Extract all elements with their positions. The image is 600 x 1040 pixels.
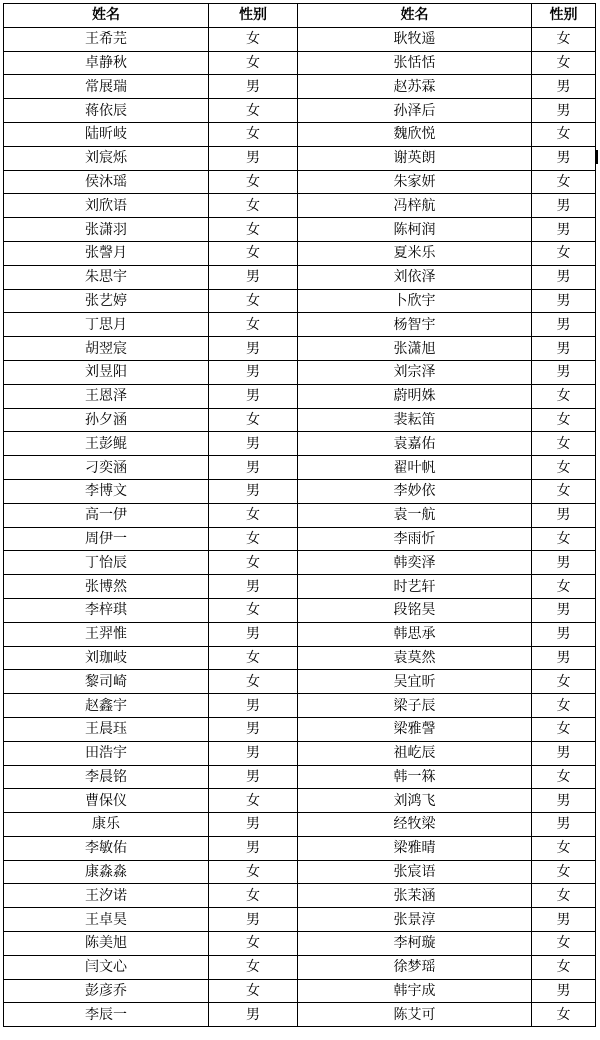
name-left-cell: 张博然 bbox=[4, 575, 209, 599]
name-right-cell: 冯梓航 bbox=[298, 194, 532, 218]
name-right-cell: 张茉涵 bbox=[298, 884, 532, 908]
table-row bbox=[4, 194, 596, 218]
gender-right-cell: 女 bbox=[532, 1003, 596, 1027]
name-left-cell: 朱思宇 bbox=[4, 265, 209, 289]
gender-left-cell: 女 bbox=[209, 551, 298, 575]
gender-right-cell: 女 bbox=[532, 932, 596, 956]
gender-left-cell: 男 bbox=[209, 765, 298, 789]
name-left-cell: 常展瑞 bbox=[4, 75, 209, 99]
name-left-cell: 丁思月 bbox=[4, 313, 209, 337]
name-right-cell: 李雨忻 bbox=[298, 527, 532, 551]
name-right-cell: 梁子辰 bbox=[298, 694, 532, 718]
gender-right-cell: 男 bbox=[532, 360, 596, 384]
name-right-cell: 张恬恬 bbox=[298, 51, 532, 75]
gender-left-cell: 男 bbox=[209, 1003, 298, 1027]
gender-right-cell: 女 bbox=[532, 384, 596, 408]
gender-left-cell: 女 bbox=[209, 51, 298, 75]
gender-left-cell: 男 bbox=[209, 717, 298, 741]
gender-left-cell: 男 bbox=[209, 360, 298, 384]
name-right-cell: 祖屹辰 bbox=[298, 741, 532, 765]
gender-left-cell: 女 bbox=[209, 27, 298, 51]
gender-right-cell: 男 bbox=[532, 75, 596, 99]
gender-left-cell: 男 bbox=[209, 265, 298, 289]
gender-left-cell: 女 bbox=[209, 955, 298, 979]
name-left-cell: 康淼淼 bbox=[4, 860, 209, 884]
name-left-cell: 刁奕涵 bbox=[4, 456, 209, 480]
gender-right-cell: 女 bbox=[532, 479, 596, 503]
gender-right-cell: 女 bbox=[532, 836, 596, 860]
gender-left-cell: 女 bbox=[209, 646, 298, 670]
table-row bbox=[4, 670, 596, 694]
table-row bbox=[4, 51, 596, 75]
gender-right-cell: 女 bbox=[532, 575, 596, 599]
header-name-right: 姓名 bbox=[298, 4, 532, 28]
name-left-cell: 王卓昊 bbox=[4, 908, 209, 932]
name-right-cell: 张景淳 bbox=[298, 908, 532, 932]
name-right-cell: 卜欣宇 bbox=[298, 289, 532, 313]
gender-left-cell: 男 bbox=[209, 908, 298, 932]
name-right-cell: 经牧梁 bbox=[298, 813, 532, 837]
table-row bbox=[4, 717, 596, 741]
table-row bbox=[4, 860, 596, 884]
name-right-cell: 裴耘笛 bbox=[298, 408, 532, 432]
table-row bbox=[4, 908, 596, 932]
gender-left-cell: 男 bbox=[209, 479, 298, 503]
gender-left-cell: 女 bbox=[209, 99, 298, 123]
name-right-cell: 赵苏霖 bbox=[298, 75, 532, 99]
name-right-cell: 梁雅晴 bbox=[298, 836, 532, 860]
name-left-cell: 卓静秋 bbox=[4, 51, 209, 75]
name-right-cell: 袁莫然 bbox=[298, 646, 532, 670]
table-row bbox=[4, 503, 596, 527]
name-right-cell: 徐梦瑶 bbox=[298, 955, 532, 979]
table-row bbox=[4, 27, 596, 51]
name-left-cell: 曹保仪 bbox=[4, 789, 209, 813]
gender-right-cell: 女 bbox=[532, 456, 596, 480]
name-left-cell: 刘珈岐 bbox=[4, 646, 209, 670]
table-row bbox=[4, 265, 596, 289]
table-row bbox=[4, 932, 596, 956]
gender-left-cell: 男 bbox=[209, 146, 298, 170]
gender-right-cell: 男 bbox=[532, 551, 596, 575]
table-row bbox=[4, 527, 596, 551]
gender-right-cell: 男 bbox=[532, 598, 596, 622]
header-name-left: 姓名 bbox=[4, 4, 209, 28]
name-right-cell: 段铭昊 bbox=[298, 598, 532, 622]
header-gender-right: 性别 bbox=[532, 4, 596, 28]
table-row bbox=[4, 789, 596, 813]
gender-right-cell: 男 bbox=[532, 908, 596, 932]
gender-left-cell: 男 bbox=[209, 384, 298, 408]
roster-table bbox=[3, 3, 596, 1027]
gender-right-cell: 男 bbox=[532, 194, 596, 218]
gender-right-cell: 女 bbox=[532, 884, 596, 908]
name-right-cell: 夏米乐 bbox=[298, 241, 532, 265]
name-left-cell: 彭彦乔 bbox=[4, 979, 209, 1003]
name-right-cell: 陈艾可 bbox=[298, 1003, 532, 1027]
table-row bbox=[4, 598, 596, 622]
gender-right-cell: 女 bbox=[532, 670, 596, 694]
name-right-cell: 袁嘉佑 bbox=[298, 432, 532, 456]
name-right-cell: 袁一航 bbox=[298, 503, 532, 527]
table-row bbox=[4, 218, 596, 242]
name-left-cell: 王汐诺 bbox=[4, 884, 209, 908]
table-row bbox=[4, 622, 596, 646]
name-left-cell: 胡翌宸 bbox=[4, 337, 209, 361]
name-left-cell: 高一伊 bbox=[4, 503, 209, 527]
gender-left-cell: 女 bbox=[209, 503, 298, 527]
name-left-cell: 陈美旭 bbox=[4, 932, 209, 956]
name-left-cell: 蒋依辰 bbox=[4, 99, 209, 123]
gender-left-cell: 男 bbox=[209, 741, 298, 765]
name-right-cell: 刘宗泽 bbox=[298, 360, 532, 384]
name-right-cell: 朱家妍 bbox=[298, 170, 532, 194]
name-right-cell: 李柯璇 bbox=[298, 932, 532, 956]
gender-right-cell: 男 bbox=[532, 622, 596, 646]
name-right-cell: 刘鸿飞 bbox=[298, 789, 532, 813]
table-row bbox=[4, 384, 596, 408]
name-right-cell: 蔚明姝 bbox=[298, 384, 532, 408]
gender-left-cell: 男 bbox=[209, 456, 298, 480]
name-left-cell: 王希芫 bbox=[4, 27, 209, 51]
table-row bbox=[4, 337, 596, 361]
gender-left-cell: 男 bbox=[209, 575, 298, 599]
gender-left-cell: 男 bbox=[209, 694, 298, 718]
roster-body bbox=[4, 27, 596, 1026]
name-right-cell: 吴宜昕 bbox=[298, 670, 532, 694]
table-row bbox=[4, 122, 596, 146]
name-left-cell: 陆昕岐 bbox=[4, 122, 209, 146]
gender-right-cell: 男 bbox=[532, 813, 596, 837]
header-row bbox=[4, 4, 596, 28]
name-left-cell: 张謦月 bbox=[4, 241, 209, 265]
gender-left-cell: 女 bbox=[209, 789, 298, 813]
gender-right-cell: 男 bbox=[532, 218, 596, 242]
table-row bbox=[4, 979, 596, 1003]
gender-left-cell: 男 bbox=[209, 813, 298, 837]
gender-right-cell: 女 bbox=[532, 122, 596, 146]
table-row bbox=[4, 360, 596, 384]
name-left-cell: 田浩宇 bbox=[4, 741, 209, 765]
table-row bbox=[4, 813, 596, 837]
gender-right-cell: 男 bbox=[532, 646, 596, 670]
name-left-cell: 王晨珏 bbox=[4, 717, 209, 741]
name-left-cell: 周伊一 bbox=[4, 527, 209, 551]
table-row bbox=[4, 646, 596, 670]
name-right-cell: 张潇旭 bbox=[298, 337, 532, 361]
name-left-cell: 刘宸烁 bbox=[4, 146, 209, 170]
gender-right-cell: 男 bbox=[532, 289, 596, 313]
gender-left-cell: 女 bbox=[209, 218, 298, 242]
table-row bbox=[4, 241, 596, 265]
name-right-cell: 耿牧遥 bbox=[298, 27, 532, 51]
name-right-cell: 韩宇成 bbox=[298, 979, 532, 1003]
gender-left-cell: 女 bbox=[209, 194, 298, 218]
name-left-cell: 王恩泽 bbox=[4, 384, 209, 408]
gender-left-cell: 男 bbox=[209, 337, 298, 361]
gender-right-cell: 女 bbox=[532, 51, 596, 75]
gender-left-cell: 女 bbox=[209, 979, 298, 1003]
table-row bbox=[4, 289, 596, 313]
name-left-cell: 黎司崎 bbox=[4, 670, 209, 694]
table-row bbox=[4, 479, 596, 503]
name-left-cell: 李晨铭 bbox=[4, 765, 209, 789]
table-row bbox=[4, 432, 596, 456]
table-row bbox=[4, 170, 596, 194]
gender-right-cell: 男 bbox=[532, 99, 596, 123]
name-left-cell: 孙夕涵 bbox=[4, 408, 209, 432]
gender-left-cell: 男 bbox=[209, 836, 298, 860]
gender-left-cell: 女 bbox=[209, 527, 298, 551]
name-left-cell: 李博文 bbox=[4, 479, 209, 503]
gender-left-cell: 女 bbox=[209, 860, 298, 884]
gender-left-cell: 女 bbox=[209, 884, 298, 908]
table-row bbox=[4, 99, 596, 123]
table-row bbox=[4, 836, 596, 860]
gender-left-cell: 女 bbox=[209, 932, 298, 956]
name-left-cell: 王羿惟 bbox=[4, 622, 209, 646]
table-row bbox=[4, 551, 596, 575]
name-left-cell: 王彭鲲 bbox=[4, 432, 209, 456]
gender-right-cell: 男 bbox=[532, 146, 596, 170]
name-left-cell: 赵鑫宇 bbox=[4, 694, 209, 718]
gender-left-cell: 女 bbox=[209, 670, 298, 694]
gender-left-cell: 女 bbox=[209, 170, 298, 194]
gender-left-cell: 女 bbox=[209, 313, 298, 337]
gender-right-cell: 男 bbox=[532, 265, 596, 289]
table-row bbox=[4, 75, 596, 99]
table-row bbox=[4, 955, 596, 979]
name-left-cell: 刘欣语 bbox=[4, 194, 209, 218]
gender-right-cell: 男 bbox=[532, 979, 596, 1003]
name-left-cell: 侯沐瑶 bbox=[4, 170, 209, 194]
gender-left-cell: 女 bbox=[209, 598, 298, 622]
header-gender-left: 性别 bbox=[209, 4, 298, 28]
gender-right-cell: 男 bbox=[532, 313, 596, 337]
gender-left-cell: 女 bbox=[209, 289, 298, 313]
gender-left-cell: 男 bbox=[209, 622, 298, 646]
name-left-cell: 李辰一 bbox=[4, 1003, 209, 1027]
name-right-cell: 孙泽后 bbox=[298, 99, 532, 123]
name-left-cell: 康乐 bbox=[4, 813, 209, 837]
name-left-cell: 丁怡辰 bbox=[4, 551, 209, 575]
gender-right-cell: 男 bbox=[532, 337, 596, 361]
name-right-cell: 李妙依 bbox=[298, 479, 532, 503]
name-right-cell: 翟叶帆 bbox=[298, 456, 532, 480]
name-right-cell: 张宸语 bbox=[298, 860, 532, 884]
table-row bbox=[4, 408, 596, 432]
name-right-cell: 韩一箖 bbox=[298, 765, 532, 789]
gender-right-cell: 男 bbox=[532, 503, 596, 527]
name-left-cell: 刘昱阳 bbox=[4, 360, 209, 384]
name-left-cell: 张潇羽 bbox=[4, 218, 209, 242]
gender-left-cell: 女 bbox=[209, 241, 298, 265]
name-right-cell: 陈柯润 bbox=[298, 218, 532, 242]
gender-right-cell: 女 bbox=[532, 694, 596, 718]
name-left-cell: 李梓琪 bbox=[4, 598, 209, 622]
roster-sheet bbox=[3, 3, 596, 1027]
gender-right-cell: 女 bbox=[532, 955, 596, 979]
gender-right-cell: 女 bbox=[532, 170, 596, 194]
gender-right-cell: 女 bbox=[532, 241, 596, 265]
name-right-cell: 梁雅謦 bbox=[298, 717, 532, 741]
gender-left-cell: 女 bbox=[209, 408, 298, 432]
name-right-cell: 杨智宇 bbox=[298, 313, 532, 337]
gender-right-cell: 男 bbox=[532, 789, 596, 813]
table-row bbox=[4, 1003, 596, 1027]
gender-left-cell: 男 bbox=[209, 432, 298, 456]
table-row bbox=[4, 313, 596, 337]
gender-right-cell: 女 bbox=[532, 860, 596, 884]
name-left-cell: 闫文心 bbox=[4, 955, 209, 979]
edge-mark bbox=[596, 150, 598, 164]
gender-right-cell: 女 bbox=[532, 717, 596, 741]
name-right-cell: 韩思承 bbox=[298, 622, 532, 646]
table-row bbox=[4, 694, 596, 718]
name-left-cell: 李敏佑 bbox=[4, 836, 209, 860]
gender-right-cell: 男 bbox=[532, 741, 596, 765]
gender-right-cell: 女 bbox=[532, 27, 596, 51]
table-row bbox=[4, 146, 596, 170]
table-row bbox=[4, 575, 596, 599]
name-right-cell: 韩奕泽 bbox=[298, 551, 532, 575]
gender-right-cell: 女 bbox=[532, 408, 596, 432]
table-row bbox=[4, 765, 596, 789]
name-right-cell: 魏欣悦 bbox=[298, 122, 532, 146]
name-left-cell: 张艺婷 bbox=[4, 289, 209, 313]
gender-right-cell: 女 bbox=[532, 527, 596, 551]
gender-right-cell: 女 bbox=[532, 765, 596, 789]
gender-right-cell: 女 bbox=[532, 432, 596, 456]
gender-left-cell: 男 bbox=[209, 75, 298, 99]
table-row bbox=[4, 456, 596, 480]
gender-left-cell: 女 bbox=[209, 122, 298, 146]
table-row bbox=[4, 884, 596, 908]
name-right-cell: 刘依泽 bbox=[298, 265, 532, 289]
name-right-cell: 谢英朗 bbox=[298, 146, 532, 170]
name-right-cell: 时艺轩 bbox=[298, 575, 532, 599]
table-row bbox=[4, 741, 596, 765]
